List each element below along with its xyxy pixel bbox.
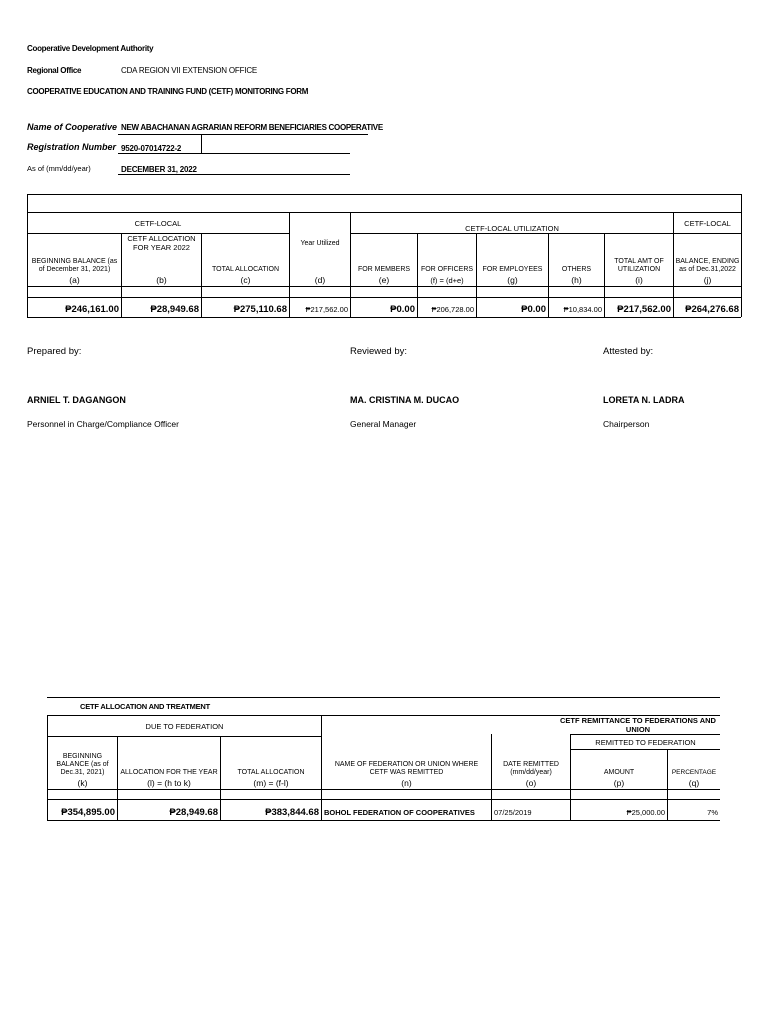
header-date-remitted: DATE REMITTED (mm/dd/year) xyxy=(503,761,559,776)
as-of-label: As of (mm/dd/year) xyxy=(27,164,91,173)
value-for-officers: ₱206,728.00 xyxy=(431,305,474,314)
value-for-employees: ₱0.00 xyxy=(521,304,546,315)
attested-by-label: Attested by: xyxy=(603,346,654,357)
value-for-members: ₱0.00 xyxy=(390,304,415,315)
header-for-members: FOR MEMBERS xyxy=(357,266,411,273)
value-allocation-for-year: ₱28,949.68 xyxy=(169,807,218,818)
code-b: (b) xyxy=(156,274,167,285)
header-allocation-for-year: ALLOCATION FOR THE YEAR xyxy=(120,769,218,776)
code-d: (d) xyxy=(314,274,326,285)
reviewed-by-label: Reviewed by: xyxy=(350,346,408,357)
header-beginning-balance-2: BEGINNING BALANCE (as of Dec.31, 2021) xyxy=(56,753,109,776)
value-federation-name: BOHOL FEDERATION OF COOPERATIVES xyxy=(324,808,475,817)
regional-office-value: CDA REGION VII EXTENSION OFFICE xyxy=(121,66,258,75)
code-o: (o) xyxy=(525,777,537,788)
code-f: (f) = (d+e) xyxy=(430,275,464,285)
coop-name-label: Name of Cooperative xyxy=(27,122,118,132)
value-total-allocation: ₱275,110.68 xyxy=(233,304,287,315)
as-of-value: DECEMBER 31, 2022 xyxy=(121,165,197,174)
value-amount: ₱25,000.00 xyxy=(626,808,665,817)
prepared-by-title: Personnel in Charge/Compliance Officer xyxy=(27,419,179,429)
value-balance-ending: ₱264,276.68 xyxy=(685,304,739,315)
code-a: (a) xyxy=(69,274,80,285)
reviewed-by-title: General Manager xyxy=(350,419,417,429)
code-g: (g) xyxy=(507,274,518,285)
header-balance-ending: BALANCE, ENDING as of Dec.31,2022 xyxy=(675,258,740,273)
code-p: (p) xyxy=(613,777,625,788)
header-percentage: PERCENTAGE xyxy=(671,769,717,776)
header-total-allocation-2: TOTAL ALLOCATION xyxy=(237,769,305,776)
value-cetf-allocation: ₱28,949.68 xyxy=(150,304,199,315)
prepared-by-label: Prepared by: xyxy=(27,346,82,357)
header-cetf-allocation: CETF ALLOCATION FOR YEAR 2022 xyxy=(127,234,196,252)
code-k: (k) xyxy=(77,777,88,788)
value-total-utilization: ₱217,562.00 xyxy=(617,304,671,315)
agency-name: Cooperative Development Authority xyxy=(27,44,154,53)
header-total-utilization: TOTAL AMT OF UTILIZATION xyxy=(614,258,664,273)
value-beginning-balance: ₱246,161.00 xyxy=(65,304,119,315)
reg-number-label: Registration Number xyxy=(27,142,117,152)
reg-number-value: 9520-07014722-2 xyxy=(121,144,182,153)
group-cetf-local-utilization: CETF-LOCAL UTILIZATION xyxy=(465,224,559,233)
group-cetf-local-right: CETF-LOCAL xyxy=(684,218,731,228)
regional-office-label: Regional Office xyxy=(27,66,82,75)
group-remittance-to-federations: CETF REMITTANCE TO FEDERATIONS AND UNION xyxy=(560,716,716,734)
code-j: (j) xyxy=(703,274,712,285)
header-total-allocation: TOTAL ALLOCATION xyxy=(211,266,280,273)
form-title: COOPERATIVE EDUCATION AND TRAINING FUND (CETF) MONITORING FORM xyxy=(27,87,309,96)
value-percentage: 7% xyxy=(707,808,718,817)
coop-name-value: NEW ABACHANAN AGRARIAN REFORM BENEFICIARIES COOPERATIVE xyxy=(121,123,383,132)
code-i: (i) xyxy=(635,274,643,285)
value-total-allocation-2: ₱383,844.68 xyxy=(265,807,319,818)
attested-by-name: LORETA N. LADRA xyxy=(603,395,685,405)
year-utilized-header: Year Utilized xyxy=(300,239,340,247)
code-c: (c) xyxy=(240,274,251,285)
value-year-utilized: ₱217,562.00 xyxy=(305,305,348,314)
reviewed-by-name: MA. CRISTINA M. DUCAO xyxy=(350,395,460,405)
code-m: (m) = (f-l) xyxy=(253,777,289,788)
attested-by-title: Chairperson xyxy=(603,419,650,429)
header-others: OTHERS xyxy=(561,266,592,273)
prepared-by-name: ARNIEL T. DAGANGON xyxy=(27,395,126,405)
header-amount: AMOUNT xyxy=(603,769,635,776)
group-remitted-to-federation: REMITTED TO FEDERATION xyxy=(595,737,696,747)
group-due-to-federation: DUE TO FEDERATION xyxy=(145,721,224,731)
header-for-officers: FOR OFFICERS xyxy=(420,266,474,273)
value-date-remitted: 07/25/2019 xyxy=(494,808,532,817)
group-cetf-local: CETF-LOCAL xyxy=(134,218,182,228)
code-n: (n) xyxy=(401,777,412,788)
header-federation-name: NAME OF FEDERATION OR UNION WHERE CETF WAS REMITTED xyxy=(334,761,479,776)
header-beginning-balance: BEGINNING BALANCE (as of December 31, 2021) xyxy=(31,258,118,273)
code-l: (l) = (h to k) xyxy=(147,777,191,788)
value-others: ₱10,834.00 xyxy=(563,305,602,314)
code-h: (h) xyxy=(571,274,582,285)
code-e: (e) xyxy=(378,274,390,285)
code-q: (q) xyxy=(688,777,700,788)
section-title: CETF ALLOCATION AND TREATMENT xyxy=(80,702,211,711)
value-beginning-balance-2: ₱354,895.00 xyxy=(61,807,115,818)
header-for-employees: FOR EMPLOYEES xyxy=(482,266,543,273)
